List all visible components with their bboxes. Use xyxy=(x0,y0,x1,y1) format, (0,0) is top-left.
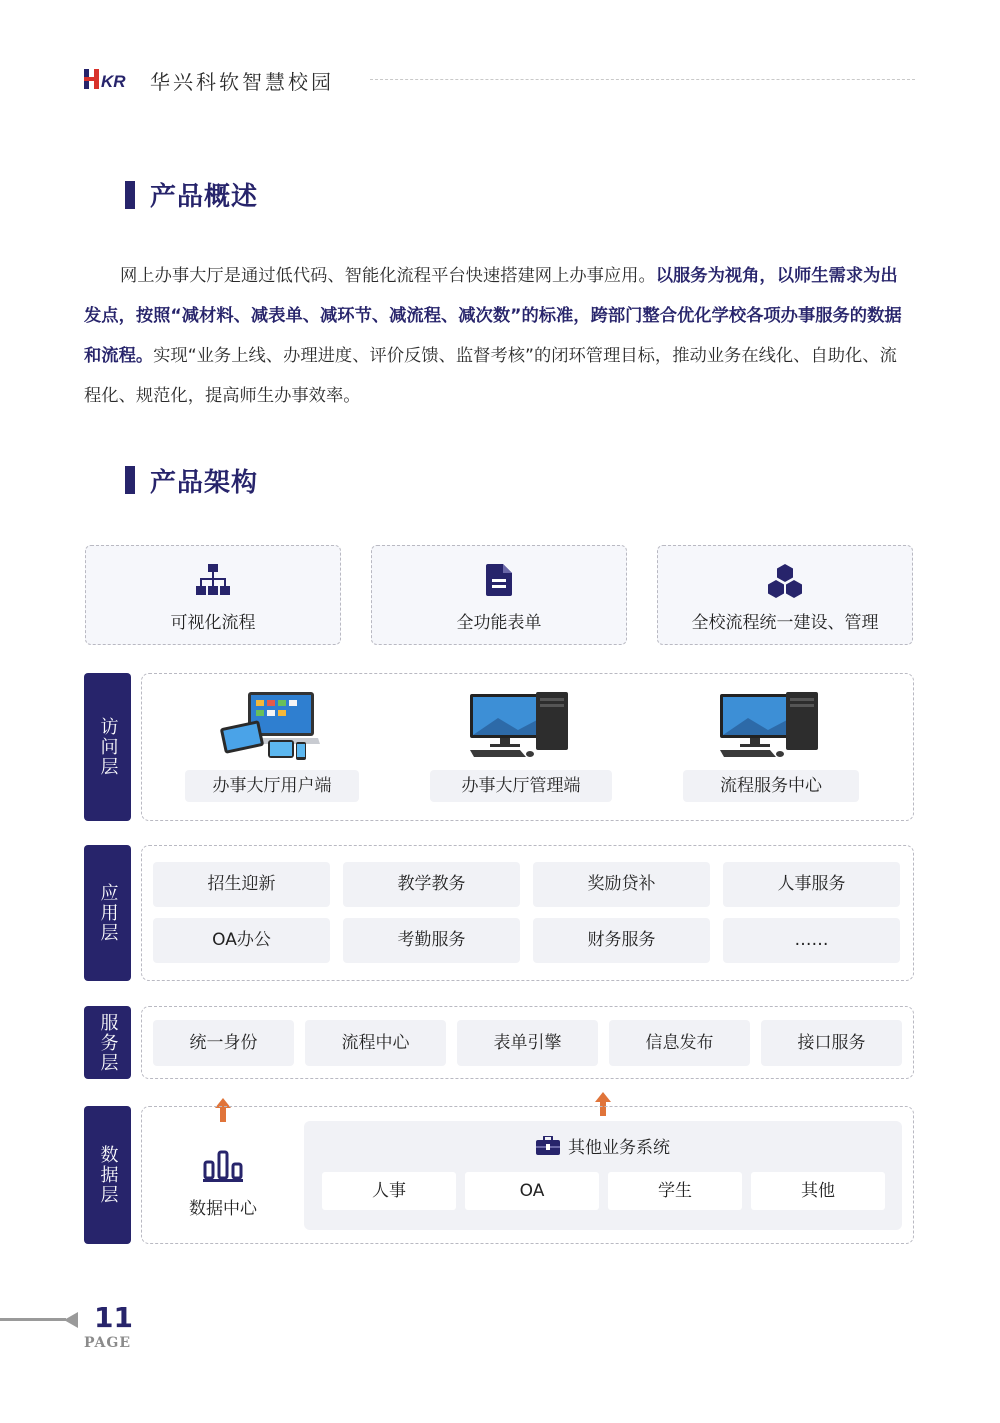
feature-full-form xyxy=(371,545,627,645)
section-marker xyxy=(125,466,135,494)
page-pointer-icon xyxy=(64,1312,78,1328)
app-tile: 考勤服务 xyxy=(343,918,520,963)
hkr-logo xyxy=(84,66,134,92)
app-tile: OA办公 xyxy=(153,918,330,963)
document-icon xyxy=(486,564,512,596)
feature-unified-management xyxy=(657,545,913,645)
feature-label: 全功能表单 xyxy=(456,613,542,633)
system-tile: 人事 xyxy=(322,1172,456,1210)
page-line xyxy=(0,1318,66,1321)
service-tile: 表单引擎 xyxy=(457,1020,598,1066)
feature-label: 可视化流程 xyxy=(170,613,256,633)
other-systems-header xyxy=(304,1133,902,1158)
svg-text:KR: KR xyxy=(101,72,126,91)
system-tile: 其他 xyxy=(751,1172,885,1210)
page-word: PAGE xyxy=(84,1335,131,1351)
header-divider xyxy=(370,79,915,80)
client-flow-service-center: 流程服务中心 xyxy=(683,770,859,802)
briefcase-icon xyxy=(536,1136,560,1156)
hexagon-cluster-icon xyxy=(767,564,803,598)
bar-chart-icon xyxy=(203,1150,243,1182)
feature-visual-flow xyxy=(85,545,341,645)
data-center-label: 数据中心 xyxy=(189,1199,257,1219)
other-systems-title: 其他业务系统 xyxy=(568,1138,670,1158)
access-layer-label: 访问层 xyxy=(84,673,131,821)
overview-text-1: 网上办事大厅是通过低代码、智能化流程平台快速搭建网上办事应用。 xyxy=(120,266,656,286)
overview-text-highlight: 以服务为视角，以师生需求为出发点，按照“减材料、减表单、减环节、减流程、减次数”的标准，跨部门整合优化学校各项办事服务的数据和流程。 xyxy=(84,266,902,366)
app-tile: …… xyxy=(723,918,900,963)
client-user-portal: 办事大厅用户端 xyxy=(185,770,359,802)
app-tile: 招生迎新 xyxy=(153,862,330,907)
service-tile: 流程中心 xyxy=(305,1020,446,1066)
brand-name: 华兴科软智慧校园 xyxy=(150,70,334,94)
service-tile: 统一身份 xyxy=(153,1020,294,1066)
app-tile: 教学教务 xyxy=(343,862,520,907)
application-layer-label: 应用层 xyxy=(84,845,131,981)
service-layer-label: 服务层 xyxy=(84,1006,131,1079)
app-tile: 财务服务 xyxy=(533,918,710,963)
page-number: 11 xyxy=(94,1301,133,1334)
overview-text-3: 实现“业务上线、办理进度、评价反馈、监督考核”的闭环管理目标，推动业务在线化、自助化、流程化、规范化，提高师生办事效率。 xyxy=(84,346,897,406)
app-tile: 奖励贷补 xyxy=(533,862,710,907)
desktop-computer-icon xyxy=(718,690,824,760)
system-tile: OA xyxy=(465,1172,599,1210)
system-tile: 学生 xyxy=(608,1172,742,1210)
overview-paragraph xyxy=(84,256,914,416)
service-tile: 信息发布 xyxy=(609,1020,750,1066)
app-tile: 人事服务 xyxy=(723,862,900,907)
section-marker xyxy=(125,181,135,209)
service-tile: 接口服务 xyxy=(761,1020,902,1066)
desktop-computer-icon xyxy=(468,690,574,760)
architecture-title: 产品架构 xyxy=(150,468,259,498)
overview-title: 产品概述 xyxy=(150,182,259,212)
feature-label: 全校流程统一建设、管理 xyxy=(691,613,879,633)
org-chart-icon xyxy=(196,564,230,596)
devices-icon xyxy=(220,690,320,762)
client-admin-portal: 办事大厅管理端 xyxy=(430,770,612,802)
data-layer-label: 数据层 xyxy=(84,1106,131,1244)
